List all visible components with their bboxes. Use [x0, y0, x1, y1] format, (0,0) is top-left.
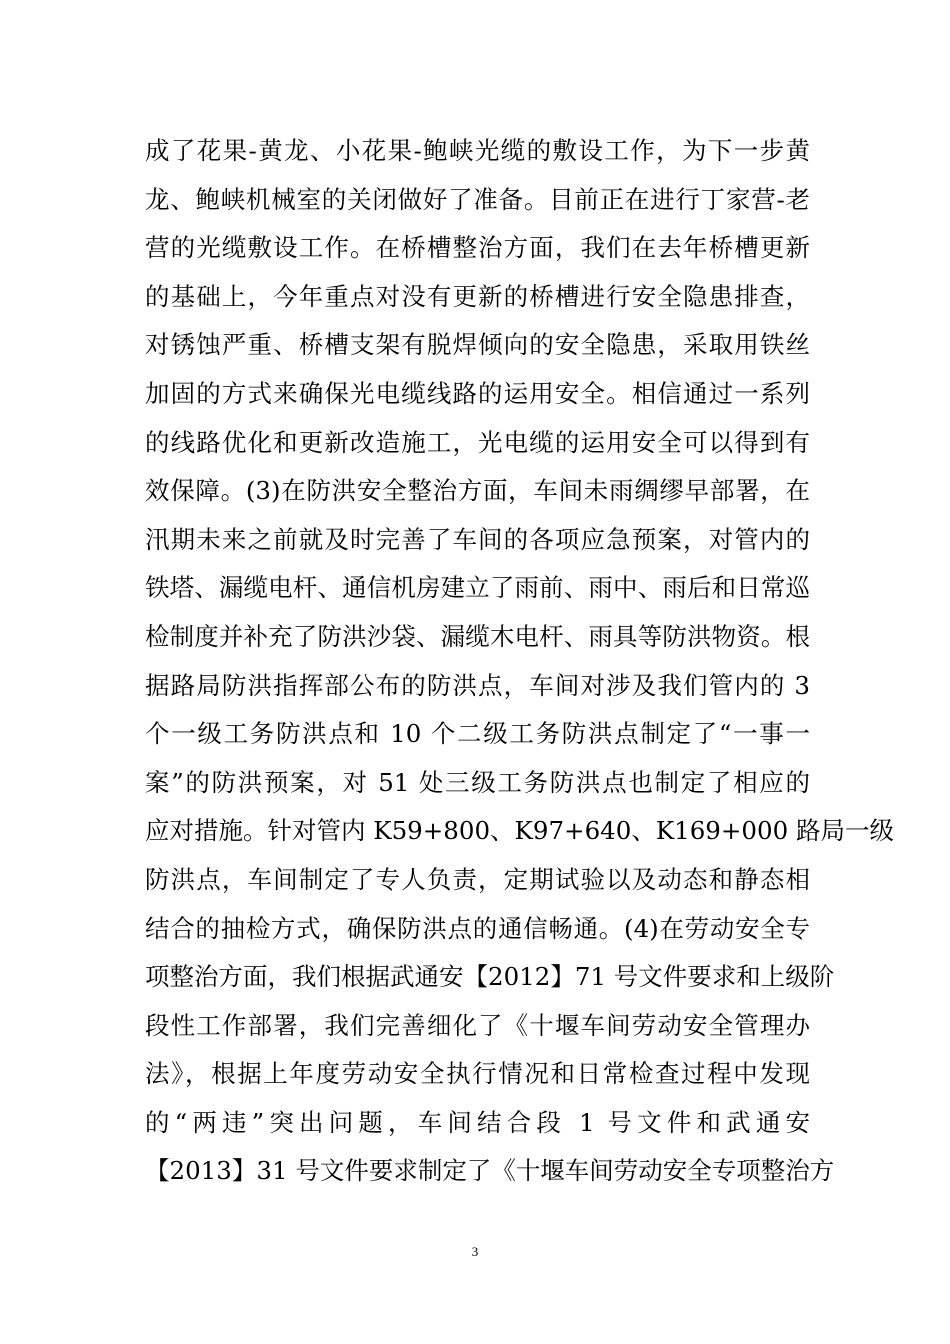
text-line-5: 对锈蚀严重、桥槽支架有脱焊倾向的安全隐患，采取用铁丝	[145, 330, 810, 360]
text-line-21: 的“两违”突出问题，车间结合段 1 号文件和武通安	[145, 1107, 810, 1137]
text-line-22: 【2013】31 号文件要求制定了《十堰车间劳动安全专项整治方	[145, 1156, 835, 1186]
text-line-18: 项整治方面，我们根据武通安【2012】71 号文件要求和上级阶	[145, 962, 835, 992]
text-line-3: 营的光缆敷设工作。在桥槽整治方面，我们在去年桥槽更新	[145, 233, 810, 263]
text-line-16: 防洪点，车间制定了专人负责，定期试验以及动态和静态相	[145, 864, 810, 894]
text-line-12: 据路局防洪指挥部公布的防洪点，车间对涉及我们管内的 3	[145, 670, 810, 700]
text-line-2: 龙、鲍峡机械室的关闭做好了准备。目前正在进行丁家营-老	[145, 184, 810, 214]
text-line-9: 汛期未来之前就及时完善了车间的各项应急预案，对管内的	[145, 524, 810, 554]
text-line-19: 段性工作部署，我们完善细化了《十堰车间劳动安全管理办	[145, 1010, 810, 1040]
text-line-13: 个一级工务防洪点和 10 个二级工务防洪点制定了“一事一	[145, 719, 810, 749]
page-number: 3	[471, 1244, 479, 1259]
text-line-15: 应对措施。针对管内 K59+800、K97+640、K169+000 路局一级	[145, 816, 894, 846]
text-line-1: 成了花果-黄龙、小花果-鲍峡光缆的敷设工作，为下一步黄	[145, 136, 810, 165]
text-line-11: 检制度并补充了防洪沙袋、漏缆木电杆、雨具等防洪物资。根	[145, 621, 810, 651]
text-line-7: 的线路优化和更新改造施工，光电缆的运用安全可以得到有	[145, 427, 810, 457]
text-line-4: 的基础上，今年重点对没有更新的桥槽进行安全隐患排查，	[145, 281, 810, 311]
body-text	[145, 127, 894, 1196]
text-line-14: 案”的防洪预案，对 51 处三级工务防洪点也制定了相应的	[145, 767, 810, 797]
text-line-20: 法》，根据上年度劳动安全执行情况和日常检查过程中发现	[145, 1059, 810, 1089]
text-line-8: 效保障。(3)在防洪安全整治方面，车间未雨绸缪早部署，在	[145, 476, 810, 506]
text-line-6: 加固的方式来确保光电缆线路的运用安全。相信通过一系列	[145, 378, 810, 408]
text-line-10: 铁塔、漏缆电杆、通信机房建立了雨前、雨中、雨后和日常巡	[145, 573, 810, 603]
text-line-17: 结合的抽检方式，确保防洪点的通信畅通。(4)在劳动安全专	[145, 913, 810, 943]
